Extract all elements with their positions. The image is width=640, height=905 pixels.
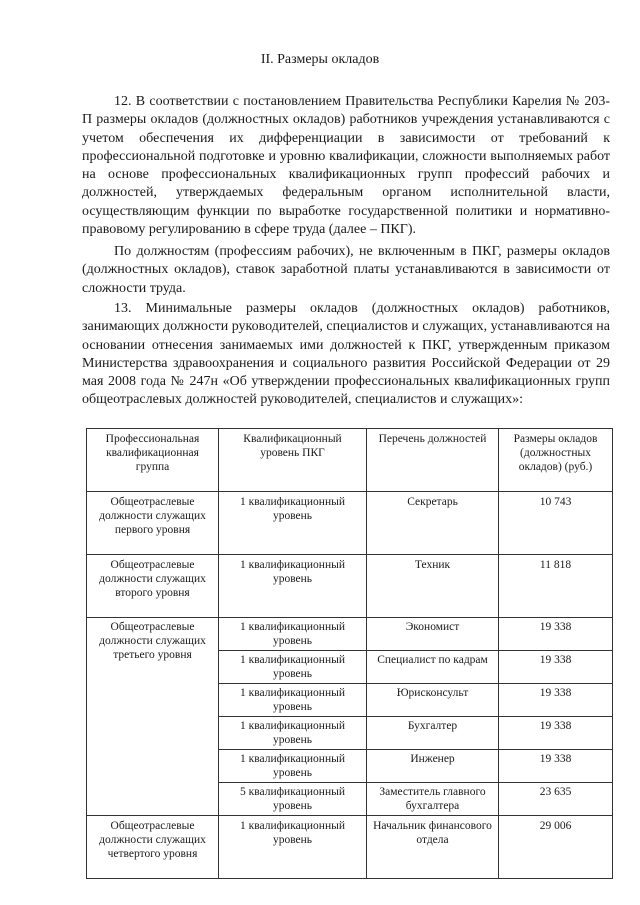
group-name: Общеотраслевые должности служащих четвертого уровня [87,816,219,879]
position-name: Бухгалтер [367,717,499,750]
salary-value: 19 338 [499,717,613,750]
qualification-level: 1 квалификационный уровень [219,717,367,750]
qualification-level: 5 квалификационный уровень [219,783,367,816]
group-name: Общеотраслевые должности служащих первого уровня [87,492,219,555]
salary-value: 10 743 [499,492,613,555]
paragraph-non-pkg: По должностям (профессиям рабочих), не включенным в ПКГ, размеры окладов (должностных окладов), ставок заработной платы устанавливаются в зависимости от сложности труда. [82,244,610,296]
table-row [87,816,613,879]
paragraph-12: 12. В соответствии с постановлением Правительства Республики Карелия № 203-П размеры окладов (должностных окладов) работников учреждения устанавливаются с учетом обеспечения их дифференциации в зависимости от требований к профессиональной подготовке и уровню квалификации, сложности выполняемых работ на основе профессиональных квалификационных групп профессий рабочих и должностей, утверждаемых федеральным органом исполнительной власти, осуществляющим функции по выработке государственной политики и нормативно-правовому регулированию в сфере труда (далее – ПКГ). [82,94,610,238]
salary-table [86,428,613,879]
qualification-level: 1 квалификационный уровень [219,492,367,555]
salary-value: 19 338 [499,651,613,684]
qualification-level: 1 квалификационный уровень [219,816,367,879]
qualification-level: 1 квалификационный уровень [219,651,367,684]
header-positions: Перечень должностей [367,429,499,492]
salary-value: 19 338 [499,684,613,717]
qualification-level: 1 квалификационный уровень [219,555,367,618]
position-name: Экономист [367,618,499,651]
salary-value: 11 818 [499,555,613,618]
position-name: Секретарь [367,492,499,555]
table-row [87,618,613,651]
group-name: Общеотраслевые должности служащих третьего уровня [87,618,219,816]
salary-value: 19 338 [499,618,613,651]
header-salary: Размеры окладов (должностных окладов) (руб.) [499,429,613,492]
position-name: Специалист по кадрам [367,651,499,684]
table-header-row [87,429,613,492]
paragraph-13: 13. Минимальные размеры окладов (должностных окладов) работников, занимающих должности руководителей, специалистов и служащих, устанавливаются на основании отнесения занимаемых ими должностей к ПКГ, утвержденным приказом Министерства здравоохранения и социального развития Российской Федерации от 29 мая 2008 года № 247н «Об утверждении профессиональных квалификационных групп общеотраслевых должностей руководителей, специалистов и служащих»: [82,301,610,408]
qualification-level: 1 квалификационный уровень [219,618,367,651]
position-name: Инженер [367,750,499,783]
position-name: Заместитель главного бухгалтера [367,783,499,816]
salary-value: 19 338 [499,750,613,783]
position-name: Техник [367,555,499,618]
section-title: II. Размеры окладов [260,52,380,67]
header-group: Профессиональная квалификационная группа [87,429,219,492]
salary-value: 23 635 [499,783,613,816]
salary-value: 29 006 [499,816,613,879]
group-name: Общеотраслевые должности служащих второго уровня [87,555,219,618]
position-name: Начальник финансового отдела [367,816,499,879]
qualification-level: 1 квалификационный уровень [219,750,367,783]
qualification-level: 1 квалификационный уровень [219,684,367,717]
table-row [87,555,613,618]
position-name: Юрисконсульт [367,684,499,717]
header-level: Квалификационный уровень ПКГ [219,429,367,492]
table-row [87,492,613,555]
